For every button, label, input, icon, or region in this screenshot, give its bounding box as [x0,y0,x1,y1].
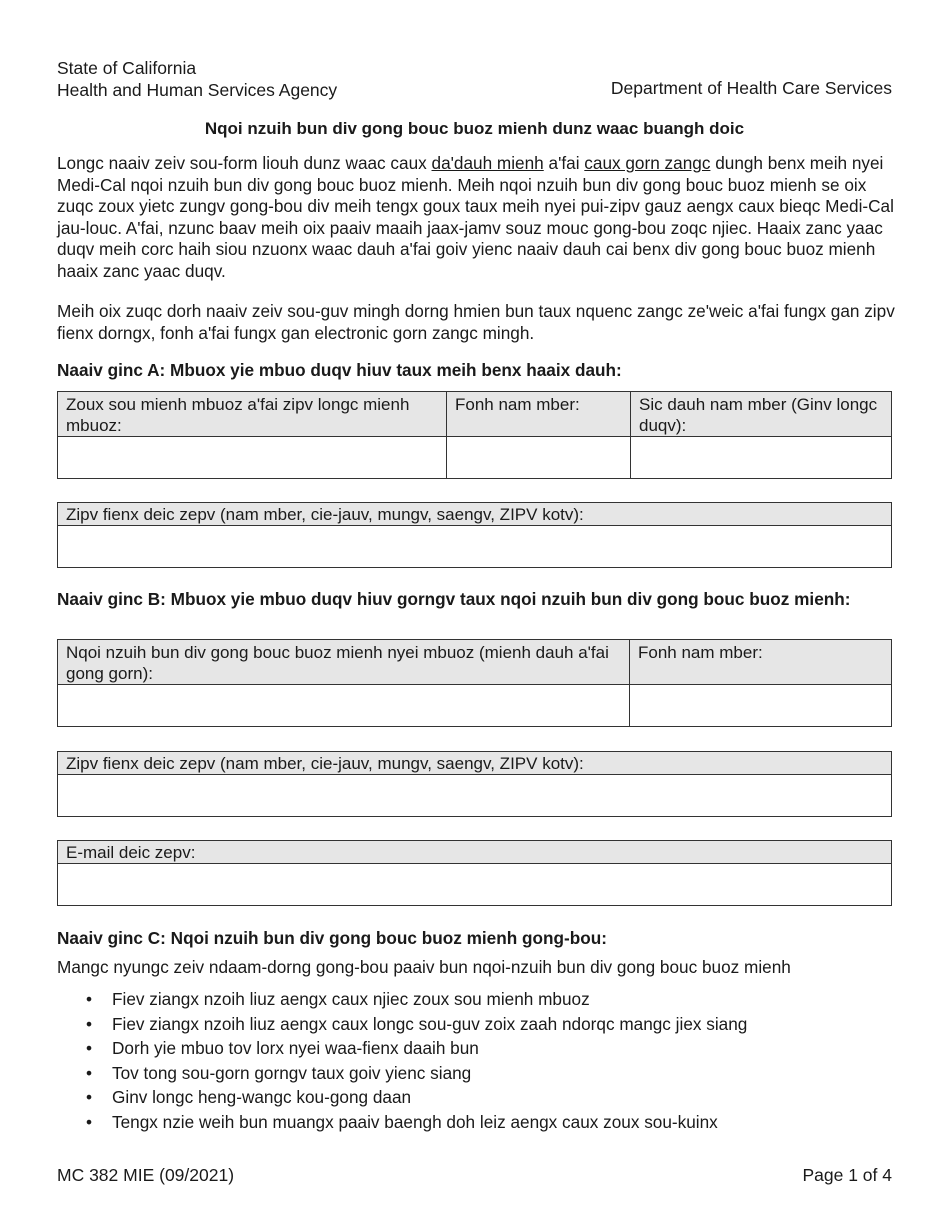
part-c-heading: Naaiv ginc C: Nqoi nzuih bun div gong bouc buoz mienh gong-bou: [57,928,607,948]
part-b-heading: Naaiv ginc B: Mbuox yie mbuo duqv hiuv gorngv taux nqoi nzuih bun div gong bouc buoz mienh: [57,589,851,609]
list-item: • Tengx nzie weih bun muangx paaiv baengh doh leiz aengx caux zoux sou-kuinx [86,1111,718,1132]
rep-phone-field[interactable] [629,685,891,726]
part-a-name-table [57,391,892,479]
page-title: Nqoi nzuih bun div gong bouc buoz mienh dunz waac buangh doic [204,119,745,138]
agency-name: Health and Human Services Agency [57,80,338,100]
list-item: • Ginv longc heng-wangc kou-gong daan [86,1087,412,1108]
address-label: Zipv fienx deic zepv (nam mber, cie-jauv, mungv, saengv, ZIPV kotv): [66,505,584,524]
part-b-address-table [57,751,892,817]
list-item: • Dorh yie mbuo tov lorx nyei waa-fienx daaih bun [86,1038,479,1059]
part-a-address-table [57,502,892,568]
department-name: Department of Health Care Services [610,78,892,98]
case-number-label: Sic dauh nam mber (Ginv longc duqv): [630,392,891,436]
part-b-rep-table [57,639,892,727]
intro-paragraph: Longc naaiv zeiv sou-form liouh dunz waac caux da'dauh mienh a'fai caux gorn zangc dungh benx meih nyei Medi-Cal nqoi nzuih bun div gong bouc buoz mienh. Meih nqoi nzuih bun div gong bouc buoz mienh se oix zuqc zoux yietc zungv gong-bou div meih tengx goux taux meih nyei pui-zipv gauz aengx caux bieqc Medi-Cal jau-louc. A'fai, nzunc baav meih oix paaiv maaih jaax-jamv souz mouc gong-bou zoqc njiec. Haaix zanc yaac duqv meih corc haih siou nzuonx waac dauh a'fai goiv yienc naaiv dauh cai benx div gong bouc buoz mienh haaix zanc yaac duqv. [57,153,894,281]
list-item: • Tov tong sou-gorn gorngv taux goiv yienc siang [86,1062,472,1083]
rep-name-label: Nqoi nzuih bun div gong bouc buoz mienh nyei mbuoz (mienh dauh a'fai gong gorn): [58,640,629,684]
submission-paragraph: Meih oix zuqc dorh naaiv zeiv sou-guv mingh dorng hmien bun taux nquenc zangc ze'weic a'fai fungx gan zipv fienx dorngx, fonh a'fai fungx gan electronic gorn zangc mingh. [57,301,895,343]
list-item: • Fiev ziangx nzoih liuz aengx caux longc sou-guv zoix zaah ndorqc mangc jiex siang [86,1013,748,1034]
name-label: Zoux sou mienh mbuoz a'fai zipv longc mienh mbuoz: [58,392,446,436]
address-field[interactable] [58,526,891,567]
form-code: MC 382 MIE (09/2021) [57,1165,235,1185]
rep-address-field[interactable] [58,775,891,816]
duties-list [86,987,747,1135]
authorized-representative-link: da'dauh mienh [431,153,544,173]
part-a-heading: Naaiv ginc A: Mbuox yie mbuo duqv hiuv taux meih benx haaix dauh: [57,360,622,380]
list-item: • Fiev ziangx nzoih liuz aengx caux njiec zoux sou mienh mbuoz [86,989,590,1009]
email-field[interactable] [58,864,891,905]
part-c-intro: Mangc nyungc zeiv ndaam-dorng gong-bou paaiv bun nqoi-nzuih bun div gong bouc buoz mienh [57,957,791,977]
phone-label: Fonh nam mber: [446,392,630,436]
rep-phone-label: Fonh nam mber: [629,640,891,684]
page-number: Page 1 of 4 [802,1165,892,1185]
organization-link: caux gorn zangc [584,153,711,173]
rep-name-field[interactable] [58,685,629,726]
state-name: State of California [57,58,197,78]
case-number-field[interactable] [630,437,891,478]
part-b-email-table [57,840,892,906]
name-field[interactable] [58,437,446,478]
email-label: E-mail deic zepv: [66,843,196,862]
phone-field[interactable] [446,437,630,478]
header-left [57,57,337,101]
rep-address-label: Zipv fienx deic zepv (nam mber, cie-jauv, mungv, saengv, ZIPV kotv): [66,754,584,773]
